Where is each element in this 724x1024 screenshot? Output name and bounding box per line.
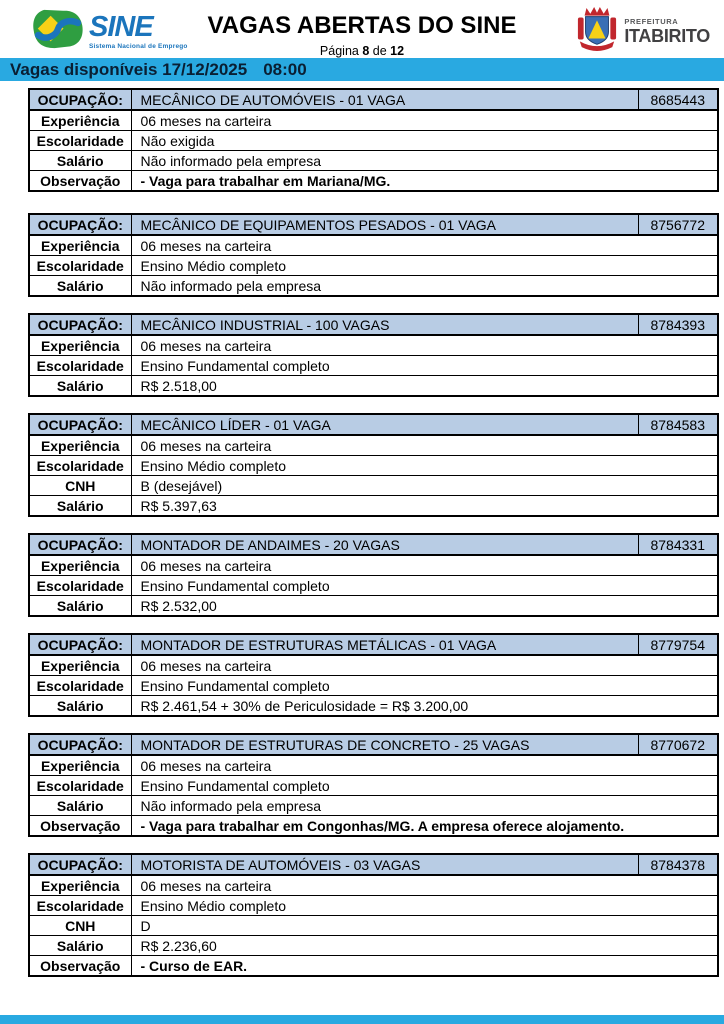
occupation-label: OCUPAÇÃO: [29, 314, 131, 335]
field-value: Ensino Fundamental completo [131, 676, 718, 696]
occupation-label: OCUPAÇÃO: [29, 414, 131, 435]
field-value: Não informado pela empresa [131, 276, 718, 297]
field-label: Salário [29, 936, 131, 956]
field-value: Ensino Fundamental completo [131, 576, 718, 596]
occupation-label: OCUPAÇÃO: [29, 734, 131, 755]
field-label: Escolaridade [29, 456, 131, 476]
field-label: Escolaridade [29, 131, 131, 151]
occupation-label: OCUPAÇÃO: [29, 89, 131, 110]
vacancy-id: 8784331 [638, 534, 718, 555]
field-value: R$ 2.236,60 [131, 936, 718, 956]
field-value: - Curso de EAR. [131, 956, 718, 977]
field-row [29, 435, 718, 456]
occupation-row [29, 214, 718, 235]
field-row [29, 936, 718, 956]
field-label: Escolaridade [29, 356, 131, 376]
field-label: Salário [29, 496, 131, 517]
field-label: Experiência [29, 755, 131, 776]
field-label: Observação [29, 816, 131, 837]
page-indicator-label: Página [319, 44, 359, 58]
footer-bar [0, 1015, 724, 1024]
field-label: Escolaridade [29, 676, 131, 696]
field-row [29, 356, 718, 376]
field-label: CNH [29, 916, 131, 936]
field-value: 06 meses na carteira [131, 235, 718, 256]
itabirito-wordmark [624, 18, 710, 45]
field-value: Ensino Médio completo [131, 256, 718, 276]
occupation-title: MONTADOR DE ANDAIMES - 20 VAGAS [131, 534, 638, 555]
field-value: Não informado pela empresa [131, 151, 718, 171]
field-row [29, 596, 718, 617]
field-value: Ensino Médio completo [131, 456, 718, 476]
page-header [0, 0, 724, 58]
job-table [28, 853, 719, 977]
field-value: R$ 2.518,00 [131, 376, 718, 397]
itabirito-logo [576, 6, 710, 57]
field-row [29, 555, 718, 576]
occupation-row [29, 734, 718, 755]
sine-tagline: Sistema Nacional de Emprego [89, 42, 188, 50]
itabirito-crest-icon [576, 6, 618, 57]
job-table [28, 213, 719, 297]
vacancy-id: 8685443 [638, 89, 718, 110]
prefeitura-name: ITABIRITO [624, 25, 710, 46]
occupation-label: OCUPAÇÃO: [29, 854, 131, 875]
field-label: Experiência [29, 655, 131, 676]
field-row [29, 110, 718, 131]
field-value: Ensino Médio completo [131, 896, 718, 916]
field-label: CNH [29, 476, 131, 496]
page-indicator-of: de [372, 44, 387, 58]
field-value: Ensino Fundamental completo [131, 776, 718, 796]
field-label: Experiência [29, 875, 131, 896]
field-row [29, 256, 718, 276]
field-value: 06 meses na carteira [131, 655, 718, 676]
field-row [29, 956, 718, 977]
field-label: Observação [29, 171, 131, 192]
field-row [29, 171, 718, 192]
occupation-label: OCUPAÇÃO: [29, 634, 131, 655]
job-table [28, 413, 719, 517]
page-title: VAGAS ABERTAS DO SINE [207, 12, 517, 39]
field-row [29, 816, 718, 837]
occupation-row [29, 314, 718, 335]
field-value: 06 meses na carteira [131, 555, 718, 576]
occupation-title: MECÂNICO DE EQUIPAMENTOS PESADOS - 01 VAGA [131, 214, 638, 235]
prefeitura-label: PREFEITURA [624, 17, 679, 27]
vacancy-id: 8784378 [638, 854, 718, 875]
field-row [29, 576, 718, 596]
field-value: 06 meses na carteira [131, 755, 718, 776]
vacancy-id: 8784393 [638, 314, 718, 335]
vacancy-id: 8770672 [638, 734, 718, 755]
job-table [28, 733, 719, 837]
field-row [29, 916, 718, 936]
field-label: Escolaridade [29, 576, 131, 596]
field-value: Ensino Fundamental completo [131, 356, 718, 376]
field-label: Escolaridade [29, 776, 131, 796]
field-label: Experiência [29, 235, 131, 256]
field-label: Salário [29, 696, 131, 717]
occupation-row [29, 534, 718, 555]
field-label: Observação [29, 956, 131, 977]
field-label: Salário [29, 376, 131, 397]
field-row [29, 456, 718, 476]
occupation-row [29, 414, 718, 435]
field-label: Salário [29, 276, 131, 297]
field-value: 06 meses na carteira [131, 110, 718, 131]
field-value: 06 meses na carteira [131, 875, 718, 896]
field-row [29, 776, 718, 796]
field-value: 06 meses na carteira [131, 335, 718, 356]
jobs-list [28, 88, 717, 993]
field-value: R$ 2.532,00 [131, 596, 718, 617]
available-jobs-text: Vagas disponíveis 17/12/2025 [10, 59, 248, 79]
page-number-current: 8 [362, 44, 370, 58]
field-label: Salário [29, 796, 131, 816]
field-label: Salário [29, 596, 131, 617]
job-table [28, 533, 719, 617]
field-value: R$ 2.461,54 + 30% de Periculosidade = R$ 3.200,00 [131, 696, 718, 717]
field-row [29, 496, 718, 517]
occupation-title: MECÂNICO INDUSTRIAL - 100 VAGAS [131, 314, 638, 335]
field-label: Experiência [29, 335, 131, 356]
field-label: Experiência [29, 435, 131, 456]
field-label: Experiência [29, 110, 131, 131]
field-row [29, 376, 718, 397]
field-row [29, 696, 718, 717]
field-label: Escolaridade [29, 256, 131, 276]
field-value: 06 meses na carteira [131, 435, 718, 456]
vacancy-id: 8784583 [638, 414, 718, 435]
occupation-title: MONTADOR DE ESTRUTURAS DE CONCRETO - 25 VAGAS [131, 734, 638, 755]
occupation-title: MECÂNICO DE AUTOMÓVEIS - 01 VAGA [131, 89, 638, 110]
vacancy-id: 8756772 [638, 214, 718, 235]
field-value: - Vaga para trabalhar em Mariana/MG. [131, 171, 718, 192]
field-value: - Vaga para trabalhar em Congonhas/MG. A empresa oferece alojamento. [131, 816, 718, 837]
field-value: R$ 5.397,63 [131, 496, 718, 517]
occupation-label: OCUPAÇÃO: [29, 214, 131, 235]
field-row [29, 276, 718, 297]
field-row [29, 676, 718, 696]
available-jobs-time: 08:00 [263, 59, 307, 79]
field-value: Não informado pela empresa [131, 796, 718, 816]
vacancy-id: 8779754 [638, 634, 718, 655]
field-value: Não exigida [131, 131, 718, 151]
job-table [28, 313, 719, 397]
field-row [29, 875, 718, 896]
field-row [29, 131, 718, 151]
field-label: Escolaridade [29, 896, 131, 916]
field-row [29, 151, 718, 171]
job-table [28, 633, 719, 717]
available-jobs-bar [0, 58, 724, 81]
field-row [29, 755, 718, 776]
field-value: B (desejável) [131, 476, 718, 496]
occupation-row [29, 854, 718, 875]
job-table [28, 88, 719, 192]
field-row [29, 235, 718, 256]
field-label: Salário [29, 151, 131, 171]
occupation-title: MOTORISTA DE AUTOMÓVEIS - 03 VAGAS [131, 854, 638, 875]
occupation-title: MONTADOR DE ESTRUTURAS METÁLICAS - 01 VAGA [131, 634, 638, 655]
occupation-title: MECÂNICO LÍDER - 01 VAGA [131, 414, 638, 435]
sine-name: SINE [89, 10, 153, 43]
page-number-total: 12 [390, 44, 405, 58]
field-label: Experiência [29, 555, 131, 576]
field-row [29, 896, 718, 916]
occupation-label: OCUPAÇÃO: [29, 534, 131, 555]
field-row [29, 335, 718, 356]
field-row [29, 655, 718, 676]
occupation-row [29, 634, 718, 655]
field-value: D [131, 916, 718, 936]
field-row [29, 796, 718, 816]
field-row [29, 476, 718, 496]
occupation-row [29, 89, 718, 110]
